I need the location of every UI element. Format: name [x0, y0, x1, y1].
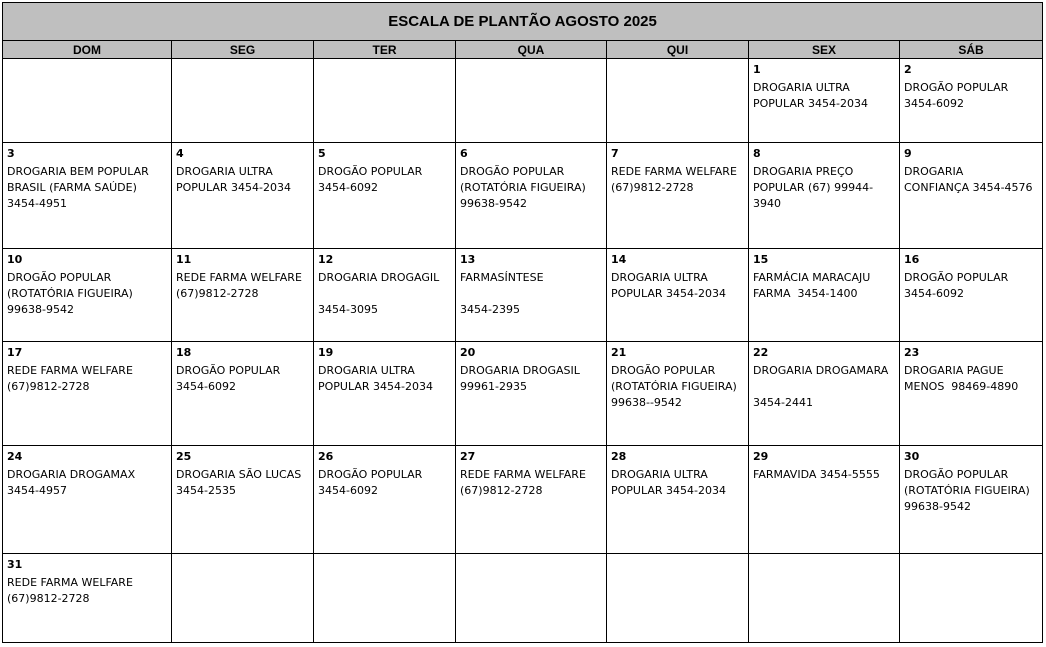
day-number: 10 — [7, 253, 23, 267]
day-number: 19 — [318, 346, 334, 360]
pharmacy-on-duty: DROGARIA ULTRA POPULAR 3454-2034 — [611, 467, 726, 497]
day-number: 15 — [753, 253, 769, 267]
day-number — [176, 557, 309, 575]
day-number: 30 — [904, 449, 920, 463]
day-number: 9 — [904, 147, 912, 161]
pharmacy-on-duty: DROGARIA DROGAGIL 3454-3095 — [318, 271, 440, 317]
weekday-header: QUA — [456, 41, 607, 59]
day-cell — [314, 342, 456, 445]
day-cell — [314, 143, 456, 249]
day-cell — [172, 59, 314, 143]
day-number — [318, 557, 451, 575]
pharmacy-on-duty: REDE FARMA WELFARE (67)9812-2728 — [7, 364, 137, 394]
pharmacy-on-duty: DROGARIA ULTRA POPULAR 3454-2034 — [611, 271, 726, 301]
day-number: 22 — [753, 346, 769, 360]
pharmacy-on-duty: DROGARIA DROGAMAX 3454-4957 — [7, 467, 139, 497]
day-cell — [900, 553, 1043, 642]
day-number: 3 — [7, 147, 15, 161]
day-cell — [607, 342, 749, 445]
day-cell — [3, 143, 172, 249]
week-row — [3, 59, 1043, 143]
day-cell — [172, 553, 314, 642]
day-number: 26 — [318, 449, 334, 463]
pharmacy-on-duty: DROGARIA ULTRA POPULAR 3454-2034 — [176, 165, 291, 195]
day-cell — [172, 445, 314, 553]
pharmacy-on-duty: REDE FARMA WELFARE (67)9812-2728 — [7, 575, 137, 605]
day-number — [611, 62, 744, 80]
day-number: 8 — [753, 147, 761, 161]
pharmacy-on-duty: DROGÃO POPULAR (ROTATÓRIA FIGUEIRA) 99638-9542 — [904, 467, 1034, 513]
day-cell — [749, 342, 900, 445]
day-number — [753, 557, 895, 575]
pharmacy-on-duty: DROGARIA CONFIANÇA 3454-4576 — [904, 165, 1033, 195]
pharmacy-on-duty: DROGARIA DROGASIL 99961-2935 — [460, 364, 584, 394]
day-cell — [456, 59, 607, 143]
day-number: 27 — [460, 449, 476, 463]
pharmacy-on-duty: FARMAVIDA 3454-5555 — [753, 467, 880, 481]
day-cell — [900, 342, 1043, 445]
day-number: 28 — [611, 449, 627, 463]
day-number: 1 — [753, 63, 761, 76]
day-cell — [456, 445, 607, 553]
day-number: 16 — [904, 253, 920, 267]
pharmacy-on-duty: DROGARIA ULTRA POPULAR 3454-2034 — [753, 81, 868, 110]
pharmacy-on-duty: DROGÃO POPULAR 3454-6092 — [318, 467, 426, 497]
pharmacy-on-duty: REDE FARMA WELFARE (67)9812-2728 — [460, 467, 590, 497]
day-number: 13 — [460, 253, 476, 267]
day-cell — [749, 445, 900, 553]
day-cell — [314, 553, 456, 642]
day-number: 2 — [904, 63, 912, 76]
week-row — [3, 553, 1043, 642]
day-number — [904, 557, 1038, 575]
day-number: 4 — [176, 147, 184, 161]
weekday-header: TER — [314, 41, 456, 59]
day-cell — [749, 553, 900, 642]
day-number: 29 — [753, 449, 769, 463]
day-cell — [900, 59, 1043, 143]
day-cell — [607, 59, 749, 143]
day-cell — [749, 59, 900, 143]
day-number: 14 — [611, 253, 627, 267]
day-number: 11 — [176, 253, 192, 267]
pharmacy-on-duty: DROGARIA ULTRA POPULAR 3454-2034 — [318, 364, 433, 394]
day-cell — [314, 59, 456, 143]
day-number: 24 — [7, 449, 23, 463]
day-cell — [3, 445, 172, 553]
day-number: 20 — [460, 346, 476, 360]
day-cell — [456, 553, 607, 642]
pharmacy-on-duty: DROGARIA DROGAMARA 3454-2441 — [753, 364, 889, 410]
pharmacy-on-duty: FARMÁCIA MARACAJU FARMA 3454-1400 — [753, 271, 874, 301]
day-cell — [172, 342, 314, 445]
pharmacy-on-duty: REDE FARMA WELFARE (67)9812-2728 — [611, 165, 741, 195]
week-row — [3, 143, 1043, 249]
pharmacy-on-duty: DROGARIA PREÇO POPULAR (67) 99944-3940 — [753, 165, 874, 211]
pharmacy-on-duty: DROGÃO POPULAR (ROTATÓRIA FIGUEIRA) 99638-9542 — [460, 165, 590, 211]
day-number: 25 — [176, 449, 192, 463]
pharmacy-on-duty: DROGÃO POPULAR 3454-6092 — [318, 165, 426, 195]
weekday-header: SEX — [749, 41, 900, 59]
pharmacy-on-duty: DROGÃO POPULAR (ROTATÓRIA FIGUEIRA) 99638-9542 — [7, 271, 137, 317]
day-number: 12 — [318, 253, 334, 267]
day-cell — [749, 249, 900, 342]
day-number — [460, 62, 602, 80]
day-cell — [607, 445, 749, 553]
day-number — [7, 62, 167, 80]
day-cell — [314, 445, 456, 553]
day-number — [611, 557, 744, 575]
pharmacy-on-duty: DROGÃO POPULAR 3454-6092 — [904, 81, 1012, 110]
pharmacy-on-duty: DROGÃO POPULAR 3454-6092 — [904, 271, 1012, 301]
day-number: 6 — [460, 147, 468, 161]
pharmacy-on-duty: DROGÃO POPULAR 3454-6092 — [176, 364, 284, 394]
week-row — [3, 342, 1043, 445]
pharmacy-on-duty: DROGARIA SÃO LUCAS 3454-2535 — [176, 467, 305, 497]
day-cell — [456, 143, 607, 249]
pharmacy-on-duty: DROGÃO POPULAR (ROTATÓRIA FIGUEIRA) 99638--9542 — [611, 364, 741, 410]
calendar-title: ESCALA DE PLANTÃO AGOSTO 2025 — [3, 3, 1043, 41]
day-cell — [456, 342, 607, 445]
day-cell — [3, 342, 172, 445]
pharmacy-on-duty: FARMASÍNTESE 3454-2395 — [460, 271, 544, 317]
pharmacy-on-duty: DROGARIA PAGUE MENOS 98469-4890 — [904, 364, 1019, 394]
day-number: 18 — [176, 346, 192, 360]
day-cell — [749, 143, 900, 249]
schedule-calendar — [2, 2, 1043, 643]
day-cell — [172, 143, 314, 249]
weekday-header: DOM — [3, 41, 172, 59]
weekday-header: SÁB — [900, 41, 1043, 59]
day-cell — [607, 249, 749, 342]
day-number: 17 — [7, 346, 23, 360]
pharmacy-on-duty: REDE FARMA WELFARE (67)9812-2728 — [176, 271, 306, 301]
calendar-body — [3, 59, 1043, 643]
day-cell — [3, 59, 172, 143]
day-cell — [900, 249, 1043, 342]
day-cell — [172, 249, 314, 342]
weekday-header: SEG — [172, 41, 314, 59]
pharmacy-on-duty: DROGARIA BEM POPULAR BRASIL (FARMA SAÚDE) 3454-4951 — [7, 165, 153, 211]
day-number: 23 — [904, 346, 920, 360]
day-cell — [607, 143, 749, 249]
day-number: 7 — [611, 147, 619, 161]
day-cell — [900, 143, 1043, 249]
weekday-header: QUI — [607, 41, 749, 59]
day-cell — [314, 249, 456, 342]
week-row — [3, 445, 1043, 553]
day-cell — [607, 553, 749, 642]
day-number — [318, 62, 451, 80]
day-number: 31 — [7, 557, 23, 571]
day-number: 5 — [318, 147, 326, 161]
day-cell — [456, 249, 607, 342]
week-row — [3, 249, 1043, 342]
day-number — [176, 62, 309, 80]
day-number — [460, 557, 602, 575]
day-cell — [3, 249, 172, 342]
day-number: 21 — [611, 346, 627, 360]
weekday-header-row — [3, 41, 1043, 59]
day-cell — [3, 553, 172, 642]
day-cell — [900, 445, 1043, 553]
